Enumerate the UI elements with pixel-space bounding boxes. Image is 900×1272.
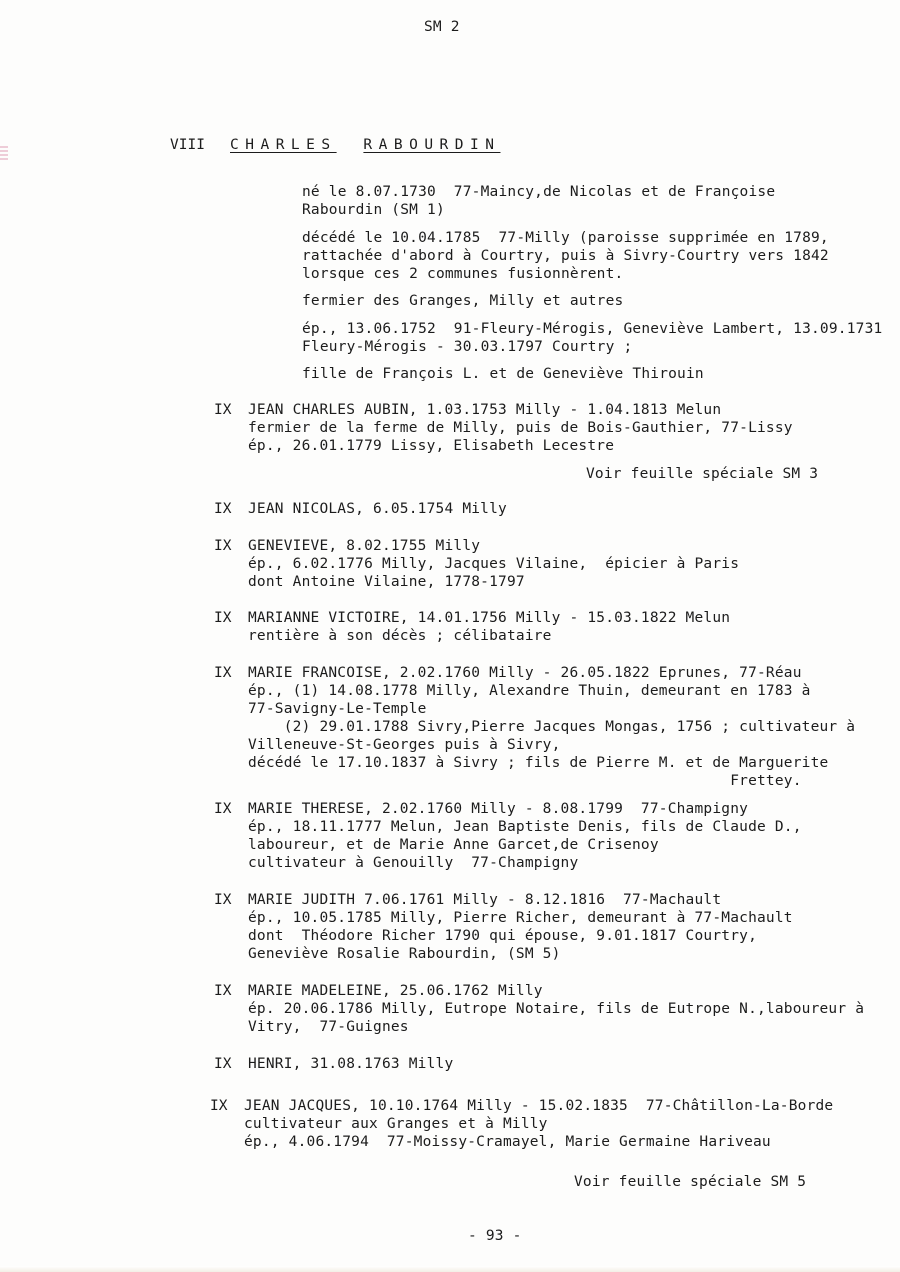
margin-mark — [0, 146, 8, 160]
page-edge — [0, 1266, 900, 1272]
child-generation-label: IX — [214, 501, 232, 517]
main-detail-line: Fleury-Mérogis - 30.03.1797 Courtry ; — [302, 339, 633, 355]
see-sheet-note: Voir feuille spéciale SM 5 — [574, 1174, 807, 1190]
child-entry-line: rentière à son décès ; célibataire — [248, 628, 552, 644]
child-generation-label: IX — [214, 538, 232, 554]
child-entry-line: ép. 20.06.1786 Milly, Eutrope Notaire, fils de Eutrope N.,laboureur à — [248, 1001, 865, 1017]
main-detail-line: né le 8.07.1730 77-Maincy,de Nicolas et de Françoise — [302, 184, 776, 200]
main-generation-label: VIII — [170, 137, 205, 153]
child-generation-label: IX — [214, 665, 232, 681]
child-entry-line: décédé le 17.10.1837 à Sivry ; fils de Pierre M. et de Marguerite — [248, 755, 829, 771]
child-entry-line: Frettey. — [248, 773, 802, 789]
main-detail-line: fille de François L. et de Geneviève Thirouin — [302, 366, 704, 382]
child-entry-line: GENEVIEVE, 8.02.1755 Milly — [248, 538, 481, 554]
child-entry-line: JEAN JACQUES, 10.10.1764 Milly - 15.02.1835 77-Châtillon-La-Borde — [244, 1098, 834, 1114]
child-entry-line: Vitry, 77-Guignes — [248, 1019, 409, 1035]
main-detail-line: lorsque ces 2 communes fusionnèrent. — [302, 266, 624, 282]
child-entry-line: HENRI, 31.08.1763 Milly — [248, 1056, 454, 1072]
child-generation-label: IX — [214, 402, 232, 418]
main-detail-line: Rabourdin (SM 1) — [302, 202, 445, 218]
child-entry-line: ép., 18.11.1777 Melun, Jean Baptiste Denis, fils de Claude D., — [248, 819, 802, 835]
main-first-name: CHARLES — [230, 137, 337, 153]
child-entry-line: ép., (1) 14.08.1778 Milly, Alexandre Thuin, demeurant en 1783 à — [248, 683, 811, 699]
child-entry-line: MARIE FRANCOISE, 2.02.1760 Milly - 26.05.1822 Eprunes, 77-Réau — [248, 665, 802, 681]
main-detail-line: fermier des Granges, Milly et autres — [302, 293, 624, 309]
main-last-name: RABOURDIN — [363, 137, 501, 153]
child-entry-line: cultivateur à Genouilly 77-Champigny — [248, 855, 579, 871]
child-entry-line: MARIE THERESE, 2.02.1760 Milly - 8.08.1799 77-Champigny — [248, 801, 749, 817]
child-generation-label: IX — [214, 801, 232, 817]
main-detail-line: ép., 13.06.1752 91-Fleury-Mérogis, Geneviève Lambert, 13.09.1731 — [302, 321, 883, 337]
child-entry-line: 77-Savigny-Le-Temple — [248, 701, 427, 717]
child-entry-line: MARIANNE VICTOIRE, 14.01.1756 Milly - 15.03.1822 Melun — [248, 610, 731, 626]
main-detail-line: rattachée d'abord à Courtry, puis à Sivry-Courtry vers 1842 — [302, 248, 829, 264]
child-generation-label: IX — [214, 610, 232, 626]
child-entry-line: ép., 6.02.1776 Milly, Jacques Vilaine, épicier à Paris — [248, 556, 740, 572]
child-entry-line: fermier de la ferme de Milly, puis de Bois-Gauthier, 77-Lissy — [248, 420, 793, 436]
child-entry-line: cultivateur aux Granges et à Milly — [244, 1116, 548, 1132]
child-entry-line: (2) 29.01.1788 Sivry,Pierre Jacques Mongas, 1756 ; cultivateur à — [248, 719, 856, 735]
child-entry-line: JEAN NICOLAS, 6.05.1754 Milly — [248, 501, 507, 517]
child-entry-line: ép., 10.05.1785 Milly, Pierre Richer, demeurant à 77-Machault — [248, 910, 793, 926]
child-entry-line: MARIE MADELEINE, 25.06.1762 Milly — [248, 983, 543, 999]
child-entry-line: ép., 26.01.1779 Lissy, Elisabeth Lecestre — [248, 438, 615, 454]
child-generation-label: IX — [214, 983, 232, 999]
child-entry-line: Geneviève Rosalie Rabourdin, (SM 5) — [248, 946, 561, 962]
child-generation-label: IX — [214, 1056, 232, 1072]
child-entry-line: dont Théodore Richer 1790 qui épouse, 9.01.1817 Courtry, — [248, 928, 757, 944]
see-sheet-note: Voir feuille spéciale SM 3 — [586, 466, 819, 482]
main-person-name — [230, 136, 500, 154]
child-entry-line: MARIE JUDITH 7.06.1761 Milly - 8.12.1816 77-Machault — [248, 892, 722, 908]
child-entry-line: Villeneuve-St-Georges puis à Sivry, — [248, 737, 561, 753]
child-entry-line: laboureur, et de Marie Anne Garcet,de Crisenoy — [248, 837, 659, 853]
child-entry-line: JEAN CHARLES AUBIN, 1.03.1753 Milly - 1.04.1813 Melun — [248, 402, 722, 418]
sheet-label: SM 2 — [424, 19, 460, 35]
child-entry-line: ép., 4.06.1794 77-Moissy-Cramayel, Marie Germaine Hariveau — [244, 1134, 771, 1150]
main-detail-line: décédé le 10.04.1785 77-Milly (paroisse supprimée en 1789, — [302, 230, 829, 246]
child-generation-label: IX — [210, 1098, 228, 1114]
child-entry-line: dont Antoine Vilaine, 1778-1797 — [248, 574, 525, 590]
page-number: - 93 - — [468, 1228, 522, 1244]
child-generation-label: IX — [214, 892, 232, 908]
